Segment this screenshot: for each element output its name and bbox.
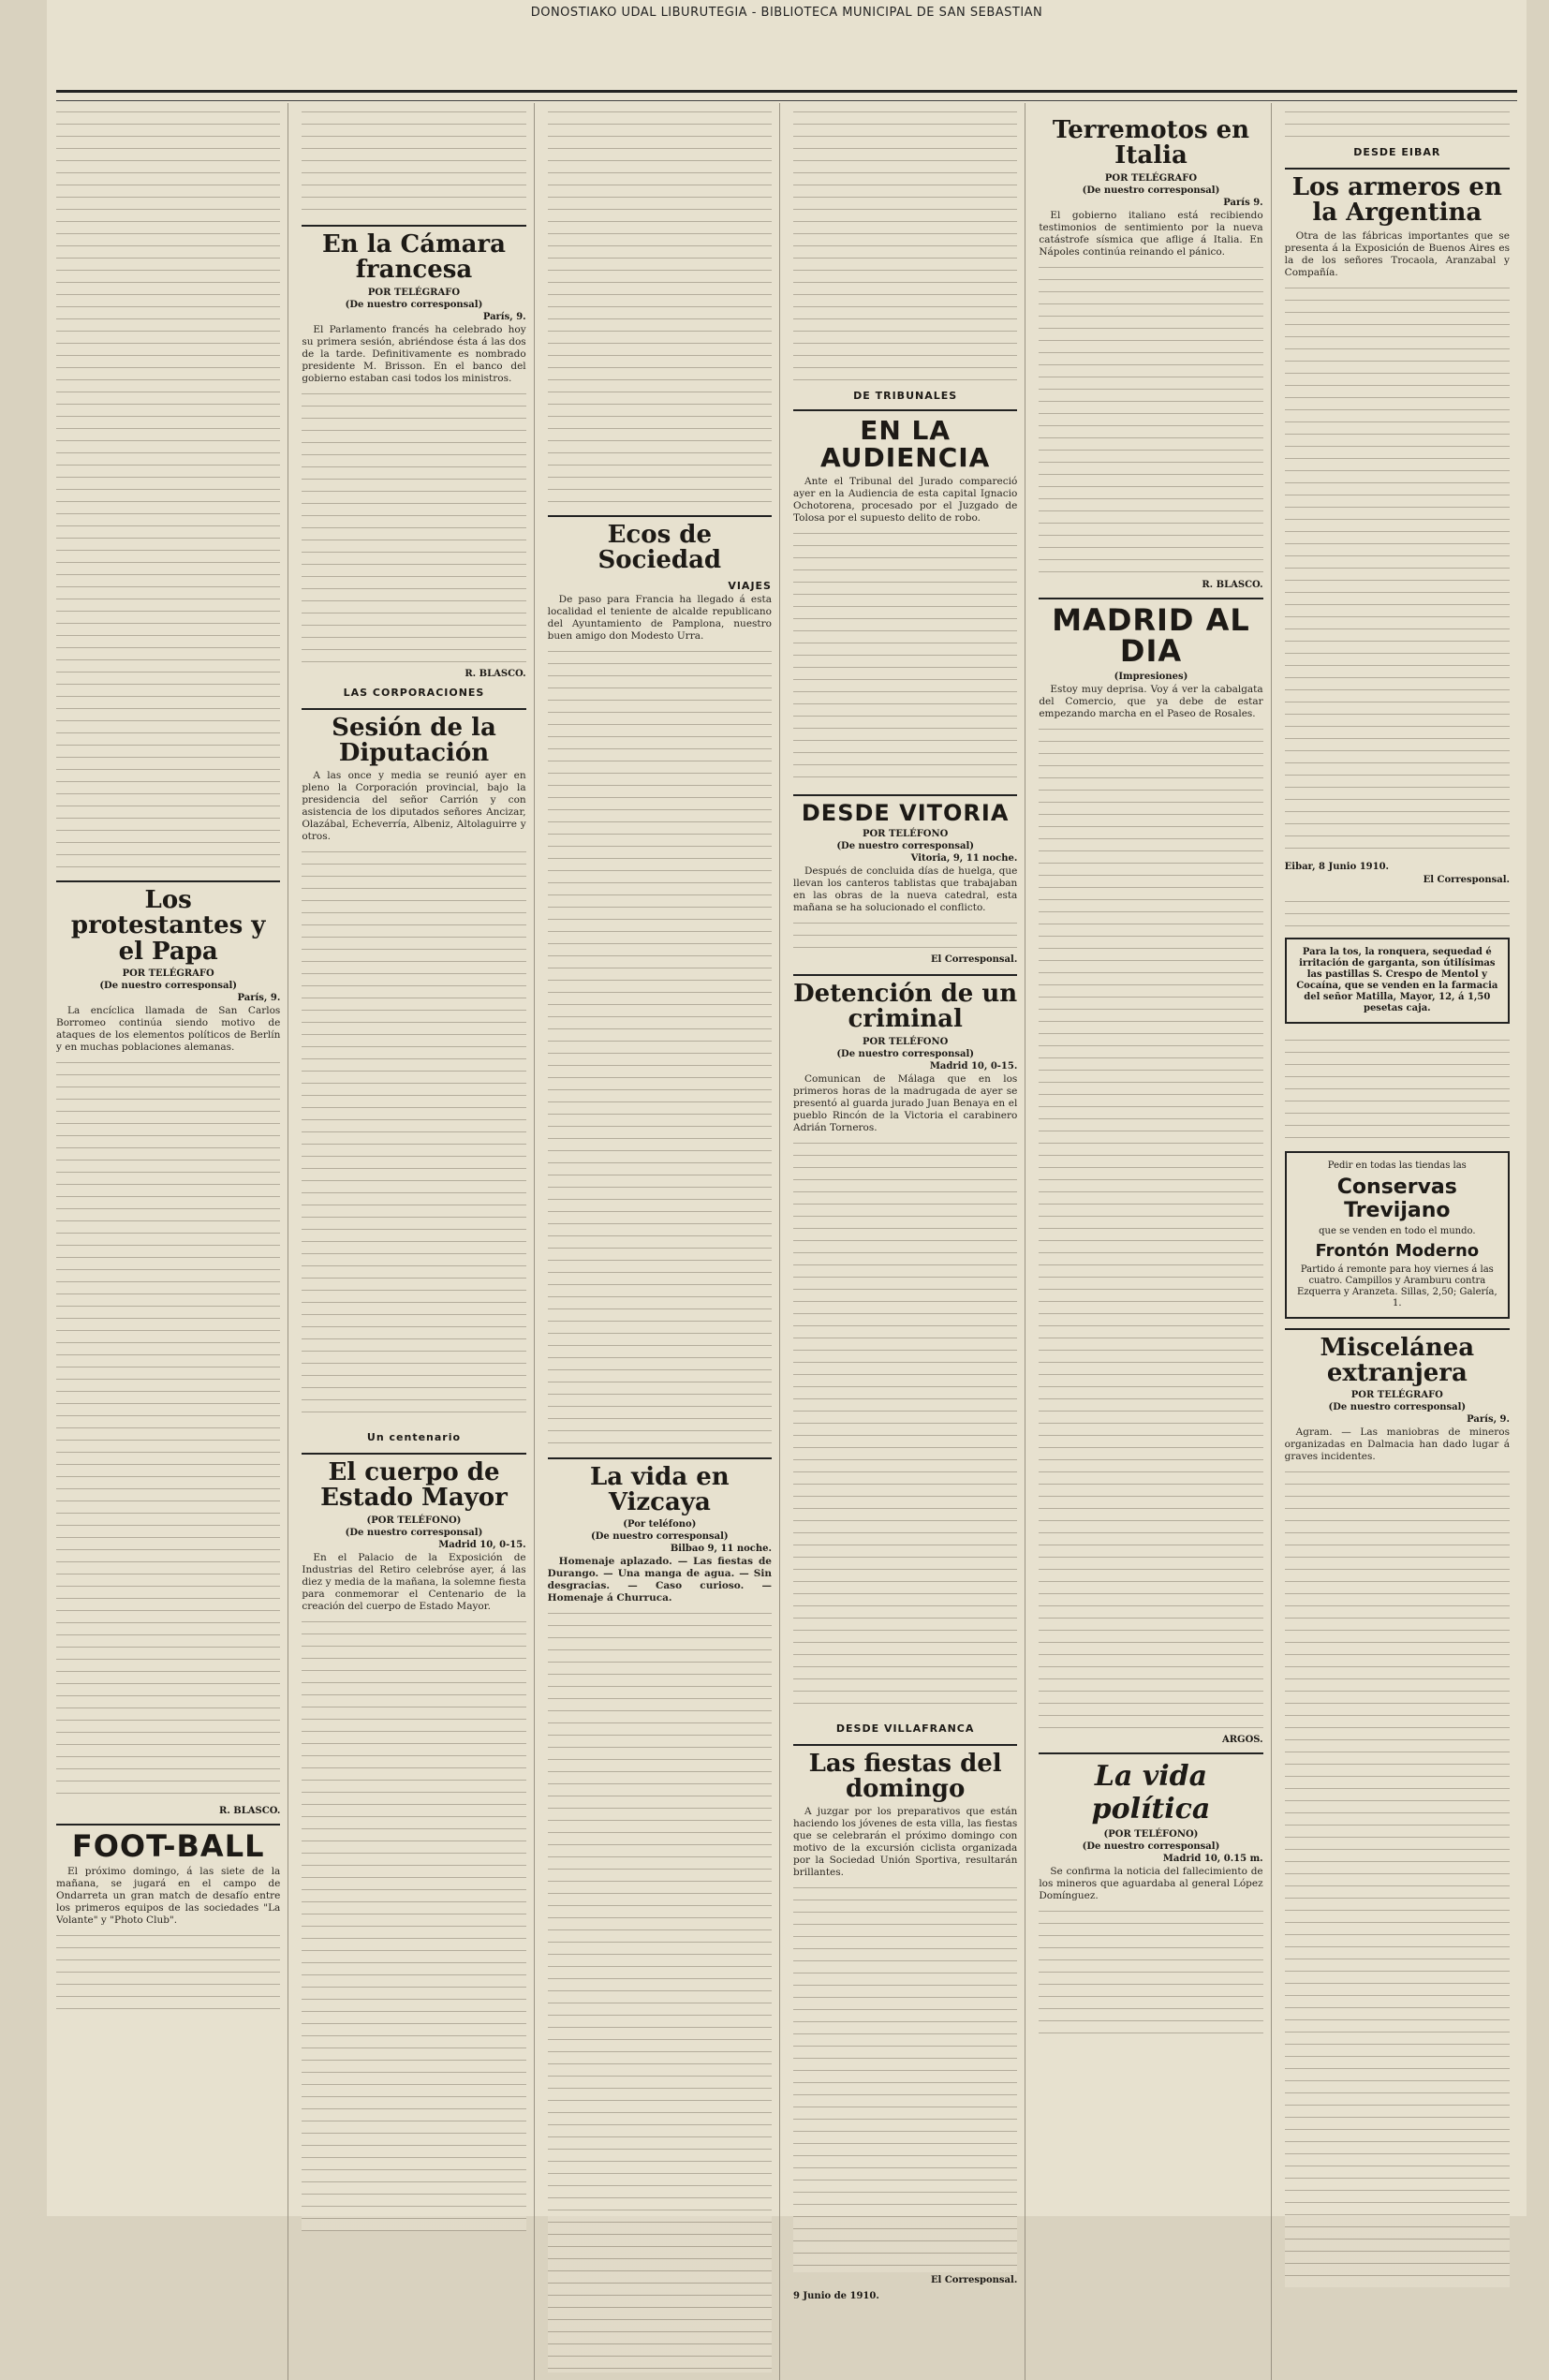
headline-politica: La vida política [1039,1752,1262,1826]
body-audiencia: Ante el Tribunal del Jurado compareció ayer en la Audiencia de esta capital Ignacio Ochotorena, procesado por el Juzgado de Tolosa por el supuesto delito de robo. [792,475,1018,524]
body-diputacion: A las once y media se reunió ayer en pleno la Corporación provincial, bajo la presidencia del señor Carrión y con asistencia de los diputados señores Ancizar, Olazábal, Echeverría, Albeniz, Altolaguirre y otros. [302,770,526,843]
text-block [302,103,525,215]
section-tribunales: DE TRIBUNALES [853,390,958,402]
text-block [1285,893,1510,930]
article-vizcaya [548,1457,772,2373]
headline-diputacion: Sesión de la Diputación [302,708,525,767]
article-miscelanea [1285,1328,1510,2288]
column-3 [548,103,780,2380]
headline-vitoria: DESDE VITORIA [793,794,1017,825]
article-italia [1039,112,1262,590]
text-block [1039,720,1262,1732]
body-protestantes: La encíclica llamada de San Carlos Borromeo continúa siendo motivo de ataques de los elementos políticos de Berlín y en muchas poblaciones alemanas. [56,1004,281,1053]
text-block [1285,1031,1510,1144]
body-football: El próximo domingo, á las siete de la mañana, se jugará en el campo de Ondarreta un gran match de desafío entre los primeros equipos de las sociedades "La Volante" y "Photo Club". [56,1866,281,1927]
source-politica: (POR TELÉFONO) [1103,1828,1199,1840]
ad-pastillas [1285,938,1510,1024]
headline-protestantes: Los protestantes y el Papa [56,880,280,965]
text-block [793,914,1017,952]
column-2 [302,103,534,2380]
library-header: DONOSTIAKO UDAL LIBURUTEGIA - BIBLIOTECA MUNICIPAL DE SAN SEBASTIAN [530,6,1043,20]
article-estado-mayor [302,1431,525,2231]
text-block [548,103,772,506]
article-football [56,1824,280,2012]
ad-fronton-text: Partido á remonte para hoy viernes á las cuatro. Campillos y Aramburu contra Ezquerra y Aranzeta. Sillas, 2,50; Galería, 1. [1296,1264,1497,1308]
column-5 [1039,103,1271,2380]
article-armeros [1285,146,1510,885]
ad-conservas-intro: Pedir en todas las tiendas las [1327,1160,1467,1171]
text-block [56,103,280,871]
dateline-italia: París 9. [1223,197,1263,208]
section-corporaciones: LAS CORPORACIONES [343,686,485,699]
dateline-vitoria: Vitoria, 9, 11 noche. [910,852,1018,864]
text-block [1039,1902,1262,2033]
dateline-estado-mayor: Madrid 10, 0-15. [438,1539,526,1550]
signature-italia: R. BLASCO. [1202,579,1263,590]
article-villafranca [793,1722,1017,2302]
source-criminal: POR TELÉFONO [862,1036,949,1047]
headline-audiencia: EN LA AUDIENCIA [793,409,1017,472]
dateline-vizcaya: Bilbao 9, 11 noche. [670,1544,772,1555]
headline-camara: En la Cámara francesa [302,225,525,284]
article-criminal [793,974,1017,1715]
subtitle-protestantes: (De nuestro corresponsal) [99,980,237,991]
date-villafranca: 9 Junio de 1910. [792,2291,879,2302]
subtitle-politica: (De nuestro corresponsal) [1082,1840,1220,1852]
body-camara: El Parlamento francés ha celebrado hoy su primera sesión, abriéndose ésta á las dos de la tarde. Definitivamente es nombrado presidente M. Brisson. En el banco del gobierno estaban casi todos los ministros. [302,323,526,384]
newspaper-page [47,0,1527,2302]
text-block [1285,1463,1510,2287]
dateline-criminal: Madrid 10, 0-15. [929,1060,1018,1072]
text-block [56,1054,280,1803]
section-eibar: DESDE EIBAR [1353,146,1441,158]
body-sociedad: De paso para Francia ha llegado á esta localidad el teniente de alcalde republicano del Ayuntamiento de Pamplona, nuestro buen amigo don Modesto Urra. [547,593,772,642]
signature-camara: R. BLASCO. [465,668,526,679]
dateline-camara: París, 9. [482,311,526,322]
dateline-protestantes: París, 9. [237,992,281,1003]
text-block [302,385,525,666]
source-miscelanea: POR TELÉGRAFO [1350,1390,1443,1401]
signature-armeros: El Corresponsal. [1423,874,1510,885]
text-block [1285,279,1510,860]
summary-vizcaya: Homenaje aplazado. — Las fiestas de Durango. — Una manga de agua. — Sin desgracias. — Caso curioso. — Homenaje á Churruca. [547,1556,772,1604]
text-block [302,843,525,1424]
ad-conservas-subtitle: que se venden en todo el mundo. [1319,1225,1476,1236]
article-sociedad [548,515,772,1448]
source-estado-mayor: (POR TELÉFONO) [366,1515,462,1526]
article-audiencia [793,390,1017,787]
dateline-politica: Madrid 10, 0.15 m. [1162,1853,1263,1864]
article-politica [1039,1752,1262,2033]
subtitle-camara: (De nuestro corresponsal) [345,299,483,310]
article-camara [302,225,525,679]
source-vitoria: POR TELÉFONO [862,828,949,839]
headline-football: FOOT-BALL [56,1824,280,1863]
section-villafranca: DESDE VILLAFRANCA [835,1722,975,1735]
signature-madrid: ARGOS. [1221,1734,1263,1745]
headline-estado-mayor: El cuerpo de Estado Mayor [302,1453,525,1512]
body-politica: Se confirma la noticia del fallecimiento de los mineros que aguardaba al general López Domínguez. [1039,1865,1263,1901]
date-armeros: Eibar, 8 Junio 1910. [1284,861,1390,872]
headline-miscelanea: Miscelánea extranjera [1285,1328,1510,1387]
signature-villafranca: El Corresponsal. [930,2275,1018,2286]
body-estado-mayor: En el Palacio de la Exposición de Industrias del Retiro celebróse ayer, á las diez y media de la mañana, la solemne fiesta para conmemorar el Centenario de la creación del cuerpo de Estado Mayor. [302,1551,526,1612]
body-vitoria: Después de concluida días de huelga, que llevan los canteros tablistas que trabajaban en las obras de la nueva catedral, esta mañana se ha solucionado el conflicto. [792,865,1018,913]
source-vizcaya: (Por teléfono) [623,1519,697,1530]
ad-pastillas-text: Para la tos, la ronquera, sequedad é irritación de garganta, son útilísimas las pastillas S. Crespo de Mentol y Cocaína, que se venden en la farmacia del señor Matilla, Mayor, 12, á 1,50 pesetas caja. [1296,946,1498,1013]
subtitle-vitoria: (De nuestro corresponsal) [836,840,974,851]
source-camara: POR TELÉGRAFO [367,287,461,298]
subtitle-italia: (De nuestro corresponsal) [1082,185,1220,196]
body-criminal: Comunican de Málaga que en los primeros horas de la madrugada de ayer se presentó al guarda jurado Juan Benaya en el pueblo Rincón de la Victoria el carabinero Adrián Torneros. [792,1072,1018,1133]
text-block [302,1613,525,2231]
dateline-miscelanea: París, 9. [1467,1414,1510,1426]
source-protestantes: POR TELÉGRAFO [122,968,214,979]
signature-protestantes: R. BLASCO. [219,1805,281,1816]
headline-sociedad: Ecos de Sociedad [548,515,772,574]
headline-madrid: MADRID AL DIA [1039,598,1262,668]
column-1 [56,103,288,2380]
subtitle-miscelanea: (De nuestro corresponsal) [1328,1402,1467,1413]
text-block [548,643,772,1448]
subtitle-criminal: (De nuestro corresponsal) [836,1048,974,1059]
subtitle-estado-mayor: (De nuestro corresponsal) [345,1527,483,1538]
text-block [793,1879,1017,2272]
article-diputacion [302,687,525,1425]
headline-villafranca: Las fiestas del domingo [793,1744,1017,1803]
headline-criminal: Detención de un criminal [793,974,1017,1033]
columns [56,103,1517,2302]
article-vitoria [793,794,1017,965]
signature-vitoria: El Corresponsal. [930,953,1018,965]
text-block [548,1604,772,2373]
headline-armeros: Los armeros en la Argentina [1285,168,1510,227]
subtitle-vizcaya: (De nuestro corresponsal) [590,1531,729,1543]
text-block [1285,103,1510,140]
column-4 [793,103,1025,2380]
masthead-rule [56,90,1517,101]
text-block [56,1927,280,2011]
article-madrid [1039,598,1262,1745]
ad-conservas-title: Conservas Trevijano [1336,1175,1457,1222]
ad-conservas [1285,1151,1510,1319]
ad-fronton-title: Frontón Moderno [1315,1240,1480,1261]
section-centenario: Un centenario [366,1431,462,1444]
text-block [793,1134,1017,1715]
section-viajes: VIAJES [728,579,772,592]
body-madrid: Estoy muy deprisa. Voy á ver la cabalgata del Comercio, que ya debe de estar empezando marcha en el Paseo de Rosales. [1039,683,1263,719]
text-block [793,103,1017,384]
body-italia: El gobierno italiano está recibiendo testimonios de sentimiento por la nueva catástrofe sísmica que aflige á Italia. En Nápoles continúa reinando el pánico. [1039,209,1263,258]
body-armeros: Otra de las fábricas importantes que se presenta á la Exposición de Buenos Aires es la de los señores Trocaola, Aranzabal y Compañía. [1284,229,1510,278]
text-block [1039,259,1262,577]
body-villafranca: A juzgar por los preparativos que están haciendo los jóvenes de esta villa, las fiestas que se celebrarán el próximo domingo con motivo de la excursión ciclista organizada por la Sociedad Unión Sportiva, resultarán brillantes. [792,1806,1018,1879]
source-italia: POR TELÉGRAFO [1104,172,1198,184]
article-protestantes [56,880,280,1816]
body-miscelanea: Agram. — Las maniobras de mineros organizadas en Dalmacia han dado lugar á graves incidentes. [1284,1427,1510,1463]
column-6 [1285,103,1517,2380]
text-block [793,525,1017,787]
headline-italia: Terremotos en Italia [1052,116,1250,170]
headline-vizcaya: La vida en Vizcaya [548,1457,772,1516]
subtitle-madrid: (Impresiones) [1114,671,1188,682]
